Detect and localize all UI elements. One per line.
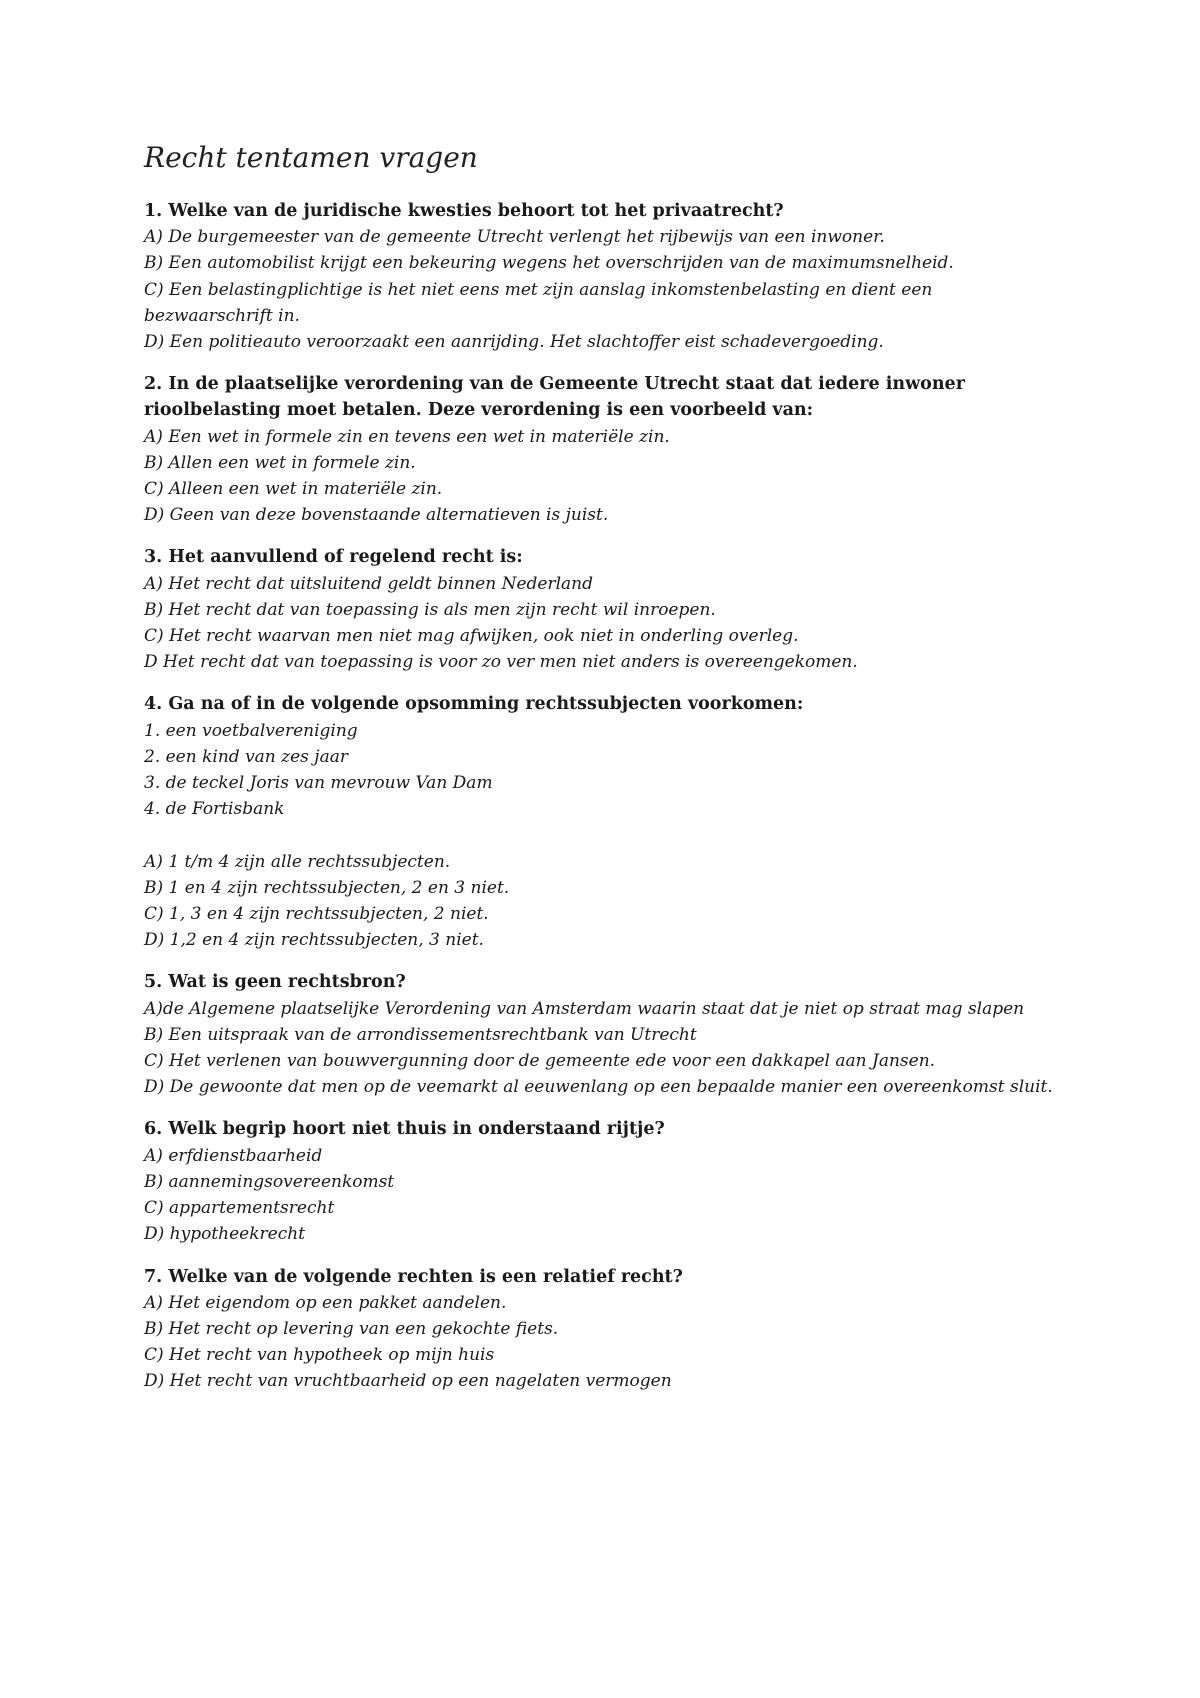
answer-option: C) Het recht waarvan men niet mag afwijken, ook niet in onderling overleg. (144, 626, 799, 647)
question-3 (144, 544, 1064, 675)
answer-option: C) Het verlenen van bouwvergunning door de gemeente ede voor een dakkapel aan Jansen. (144, 1051, 936, 1072)
answer-option: D) Het recht van vruchtbaarheid op een nagelaten vermogen (144, 1371, 672, 1392)
list-item: 3. de teckel Joris van mevrouw Van Dam (144, 773, 493, 794)
answer-option: A) Het recht dat uitsluitend geldt binnen Nederland (144, 573, 594, 594)
answer-option: C) 1, 3 en 4 zijn rechtssubjecten, 2 niet. (144, 904, 489, 925)
question-2 (144, 371, 1064, 528)
question-heading: 6. Welk begrip hoort niet thuis in onderstaand rijtje? (144, 1119, 665, 1140)
answer-option: B) Een automobilist krijgt een bekeuring wegens het overschrijden van de maximumsnelheid. (144, 253, 954, 274)
answer-option: B) Een uitspraak van de arrondissementsrechtbank van Utrecht (144, 1024, 697, 1045)
answer-option: D) De gewoonte dat men op de veemarkt al eeuwenlang op een bepaalde manier een overeenkomst sluit. (144, 1077, 1053, 1098)
question-heading: 3. Het aanvullend of regelend recht is: (144, 547, 523, 568)
list-item: 2. een kind van zes jaar (144, 746, 348, 767)
question-1 (144, 198, 1064, 355)
answer-option: A) erfdienstbaarheid (144, 1145, 323, 1166)
question-heading: 2. In de plaatselijke verordening van de Gemeente Utrecht staat dat iedere inwoner rioolbelasting moet betalen. Deze verordening is een voorbeeld van: (144, 374, 965, 421)
question-heading: 4. Ga na of in de volgende opsomming rechtssubjecten voorkomen: (144, 694, 804, 715)
answer-option: B) Het recht dat van toepassing is als men zijn recht wil inroepen. (144, 599, 716, 620)
question-heading: 1. Welke van de juridische kwesties behoort tot het privaatrecht? (144, 201, 784, 221)
answer-option: D) 1,2 en 4 zijn rechtssubjecten, 3 niet. (144, 930, 484, 951)
question-6 (144, 1116, 1064, 1247)
answer-option: B) 1 en 4 zijn rechtssubjecten, 2 en 3 niet. (144, 877, 510, 898)
answer-option: D Het recht dat van toepassing is voor zo ver men niet anders is overeengekomen. (144, 652, 858, 673)
answer-option: B) Allen een wet in formele zin. (144, 452, 416, 473)
question-heading: 7. Welke van de volgende rechten is een relatief recht? (144, 1266, 683, 1287)
list-item: 4. de Fortisbank (144, 799, 285, 820)
question-5 (144, 969, 1064, 1100)
answer-option: C) Alleen een wet in materiële zin. (144, 479, 443, 500)
blank-line (144, 822, 1064, 848)
answer-option: D) hypotheekrecht (144, 1224, 306, 1245)
question-heading: 5. Wat is geen rechtsbron? (144, 972, 406, 993)
answer-option: C) Het recht van hypotheek op mijn huis (144, 1345, 495, 1366)
answer-option: A) Het eigendom op een pakket aandelen. (144, 1292, 507, 1313)
answer-option: C) Een belastingplichtige is het niet eens met zijn aanslag inkomstenbelasting en dient een bezwaarschrift in. (144, 279, 933, 326)
answer-option: D) Een politieauto veroorzaakt een aanrijding. Het slachtoffer eist schadevergoeding. (144, 332, 884, 353)
answer-option: B) aannemingsovereenkomst (144, 1171, 395, 1192)
answer-option: C) appartementsrecht (144, 1198, 335, 1219)
answer-option: A) Een wet in formele zin en tevens een wet in materiële zin. (144, 426, 670, 447)
answer-option: A) De burgemeester van de gemeente Utrecht verlengt het rijbewijs van een inwoner. (144, 227, 885, 248)
document-page (144, 140, 1064, 1411)
answer-option: A)de Algemene plaatselijke Verordening van Amsterdam waarin staat dat je niet op straat mag slapen (144, 998, 1025, 1019)
list-item: 1. een voetbalvereniging (144, 720, 358, 741)
document-title: Recht tentamen vragen (144, 141, 478, 174)
answer-option: D) Geen van deze bovenstaande alternatieven is juist. (144, 505, 609, 526)
answer-option: A) 1 t/m 4 zijn alle rechtssubjecten. (144, 851, 451, 872)
question-7 (144, 1264, 1064, 1395)
answer-option: B) Het recht op levering van een gekochte fiets. (144, 1318, 559, 1339)
question-4 (144, 691, 1064, 953)
